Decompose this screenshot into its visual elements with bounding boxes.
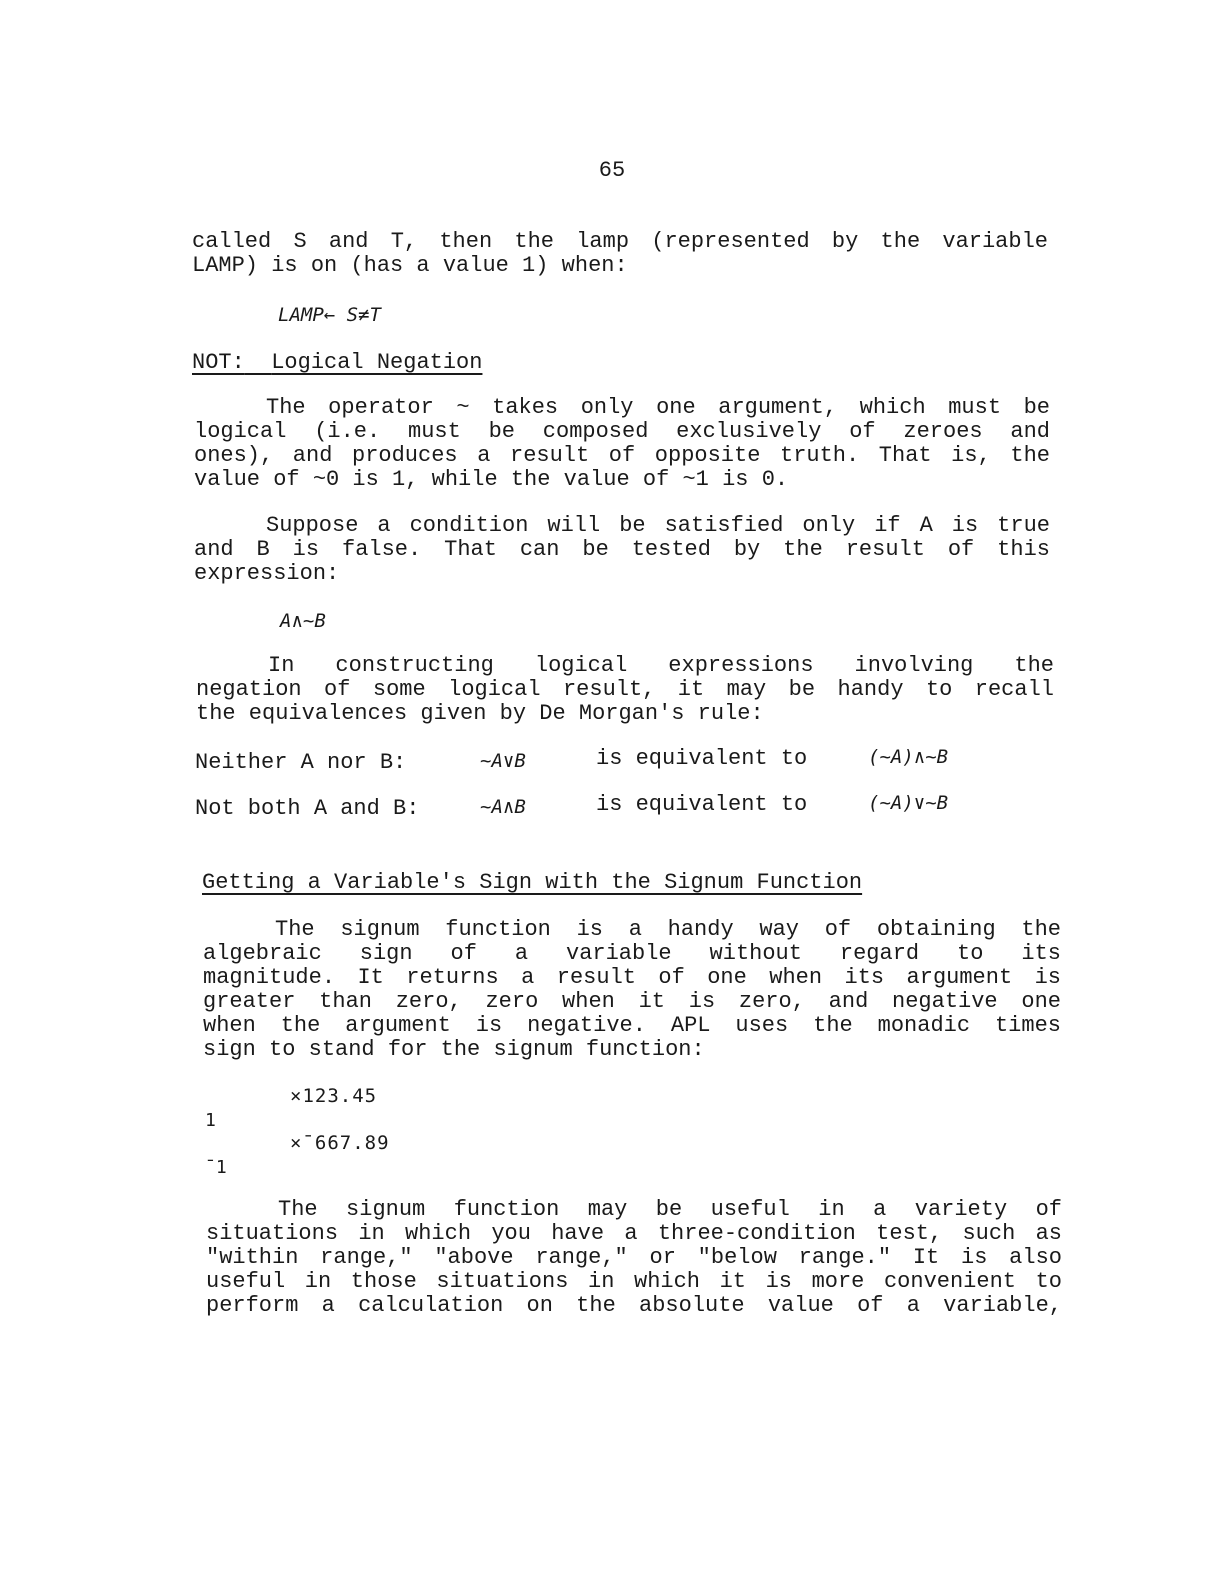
text-line: useful in those situations in which it is more convenient to xyxy=(206,1269,1062,1294)
signum-heading-title: Getting a Variable's Sign with the Signum Function xyxy=(202,870,863,895)
text-line: logical (i.e. must be composed exclusively of zeroes and xyxy=(194,419,1050,444)
de-morgan-equivalent: (~A)∨~B xyxy=(868,792,949,814)
text-line: when the argument is negative. APL uses the monadic times xyxy=(203,1013,1061,1038)
signum-paragraph-1 xyxy=(203,918,1061,1062)
de-morgan-text: is equivalent to xyxy=(596,792,808,817)
de-morgan-label: Neither A nor B: xyxy=(195,750,407,775)
text-line: The signum function is a handy way of obtaining the xyxy=(275,917,1061,942)
text-line: magnitude. It returns a result of one when its argument is xyxy=(203,965,1061,990)
text-line: In constructing logical expressions involving the xyxy=(268,653,1054,678)
and-not-expression: A∧~B xyxy=(280,610,326,632)
text-line: and B is false. That can be tested by the result of this xyxy=(194,537,1050,562)
text-line: The operator ~ takes only one argument, which must be xyxy=(266,395,1050,420)
not-paragraph-1 xyxy=(194,396,1050,492)
not-paragraph-2 xyxy=(194,514,1050,586)
signum-example-input: ×123.45 xyxy=(290,1085,378,1107)
text-line: "within range," "above range," or "below range." It is also xyxy=(206,1245,1062,1270)
text-line: the equivalences given by De Morgan's rule: xyxy=(196,701,764,726)
signum-example-input: ×¯667.89 xyxy=(290,1132,390,1154)
text-line: Suppose a condition will be satisfied only if A is true xyxy=(266,513,1050,538)
text-line: value of ~0 is 1, while the value of ~1 is 0. xyxy=(194,467,789,492)
de-morgan-expr: ~A∧B xyxy=(480,796,526,818)
not-heading-label: NOT: xyxy=(192,350,245,375)
signum-heading xyxy=(202,870,862,895)
signum-paragraph-2 xyxy=(206,1198,1062,1318)
text-line: situations in which you have a three-condition test, such as xyxy=(206,1221,1062,1246)
intro-paragraph xyxy=(192,230,1048,278)
de-morgan-equivalent: (~A)∧~B xyxy=(868,746,949,768)
signum-example-output: 1 xyxy=(205,1110,216,1131)
text-line: ones), and produces a result of opposite truth. That is, the xyxy=(194,443,1050,468)
text-line: greater than zero, zero when it is zero, and negative one xyxy=(203,989,1061,1014)
not-heading xyxy=(192,350,482,375)
de-morgan-text: is equivalent to xyxy=(596,746,808,771)
lamp-expression: LAMP← S≠T xyxy=(278,304,381,326)
not-paragraph-3 xyxy=(196,654,1054,726)
page-number: 65 xyxy=(598,158,626,183)
text-line: called S and T, then the lamp (represented by the variable xyxy=(192,229,1048,254)
text-line: negation of some logical result, it may be handy to recall xyxy=(196,677,1054,702)
signum-example-output: ¯1 xyxy=(205,1157,227,1178)
text-line: The signum function may be useful in a variety of xyxy=(278,1197,1062,1222)
text-line: algebraic sign of a variable without regard to its xyxy=(203,941,1061,966)
text-line: expression: xyxy=(194,561,340,586)
text-line: LAMP) is on (has a value 1) when: xyxy=(192,253,628,278)
text-line: sign to stand for the signum function: xyxy=(203,1037,705,1062)
de-morgan-expr: ~A∨B xyxy=(480,750,526,772)
text-line: perform a calculation on the absolute value of a variable, xyxy=(206,1293,1062,1318)
not-heading-title: Logical Negation xyxy=(271,350,483,375)
de-morgan-label: Not both A and B: xyxy=(195,796,420,821)
